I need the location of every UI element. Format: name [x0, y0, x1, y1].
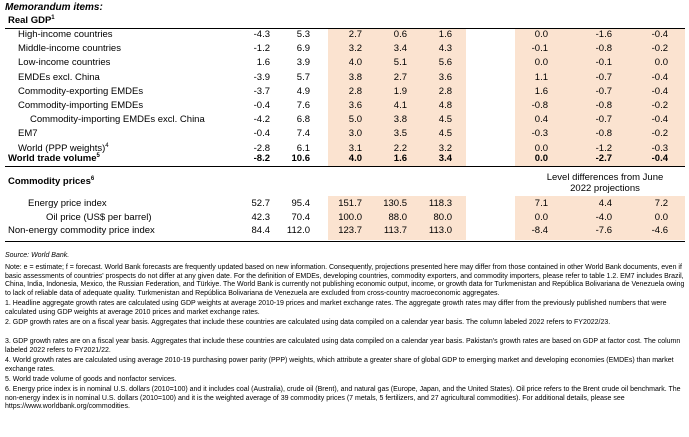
commodity-row-1-value-3: 88.0 — [388, 211, 407, 223]
trade-rule — [5, 166, 685, 167]
commodity-row-2-value-1: 112.0 — [286, 225, 310, 236]
gdp-row-3-value-2: 3.8 — [348, 71, 362, 83]
diff-header: Level differences from June 2022 projections — [546, 172, 664, 194]
commodity-row-1-label: Oil price (US$ per barrel) — [46, 211, 152, 223]
gdp-row-4-diff-2: -0.4 — [651, 85, 668, 97]
gdp-row-7-diff-1: -0.8 — [595, 128, 612, 140]
real-gdp-label: Real GDP$^1$ — [8, 14, 55, 26]
footnote-1: 1. Headline aggregate growth rates are calculated using GDP weights at average 2010-19 prices and market exchange rates. The aggregate growth rates may differ from the previously published numbers that were calculated using GDP weights at average 2010 prices and market exchange rates. — [5, 300, 667, 316]
footnote-6: 6. Energy price index is in nominal U.S. dollars (2010=100) and it includes coal (Australia), crude oil (Brent), and natural gas (Europe, Japan, and the United States). Oil price refers to the Brent crude oil benchmark. The non-energy index is in nominal U.S. dollars (2010=100) and it is the weighted average of 39 commodity prices (7 metals, 5 fertilizers, and 27 agricultural commodities). For additional details, please see https://www.worldbank.org/commodities. — [5, 386, 681, 411]
gdp-row-0-value-3: 0.6 — [393, 29, 407, 40]
gdp-row-3-value-4: 3.6 — [438, 71, 452, 83]
gdp-row-1-diff-0: -0.1 — [531, 43, 548, 55]
gdp-row-4-value-3: 1.9 — [393, 85, 407, 97]
gdp-row-4-label: Commodity-exporting EMDEs — [18, 85, 144, 97]
gdp-row-4-value-2: 2.8 — [348, 85, 362, 97]
commodity-row-0-label: Energy price index — [28, 198, 107, 209]
footnote-2: 2. GDP growth rates are on a fiscal year basis. Aggregates that include these countries are calculated using data compiled on a calendar year basis. The column labeled 2022 refers to FY2022/23. — [5, 319, 611, 326]
commodity-row-2-diff-1: -7.6 — [595, 225, 612, 236]
gdp-row-2-value-2: 4.0 — [348, 57, 362, 69]
commodity-row-1-diff-1: -4.0 — [595, 211, 612, 223]
commodity-row-0-diff-2: 7.2 — [654, 198, 668, 209]
gdp-row-2-value-3: 5.1 — [393, 57, 407, 69]
commodity-row-0-value-0: 52.7 — [251, 198, 270, 209]
gdp-row-1-value-1: 6.9 — [296, 43, 310, 55]
gdp-row-7-value-0: -0.4 — [253, 128, 270, 140]
gdp-row-2-value-1: 3.9 — [296, 57, 310, 69]
commodity-row-1-value-1: 70.4 — [291, 211, 310, 223]
gdp-row-0-diff-0: 0.0 — [534, 29, 548, 40]
gdp-row-8-label: World (PPP weights)$^4$ — [18, 142, 109, 154]
world-trade-row-value-2: 4.0 — [348, 153, 362, 164]
gdp-row-7-label: EM7 — [18, 128, 38, 140]
gdp-row-0-diff-2: -0.4 — [651, 29, 668, 40]
gdp-row-7-value-2: 3.0 — [348, 128, 362, 140]
gdp-row-7-diff-2: -0.2 — [651, 128, 668, 140]
world-trade-row-value-4: 3.4 — [438, 153, 452, 164]
world-trade-row-diff-0: 0.0 — [534, 153, 548, 164]
gdp-row-2-diff-2: 0.0 — [654, 57, 668, 69]
gdp-row-0-diff-1: -1.6 — [595, 29, 612, 40]
gdp-row-3-label: EMDEs excl. China — [18, 71, 100, 83]
gdp-row-0-value-0: -4.3 — [253, 29, 270, 40]
commodity-row-2-diff-2: -4.6 — [651, 225, 668, 236]
gdp-row-2-diff-1: -0.1 — [595, 57, 612, 69]
gdp-row-1-value-4: 4.3 — [438, 43, 452, 55]
gdp-row-3-value-3: 2.7 — [393, 71, 407, 83]
gdp-row-3-value-0: -3.9 — [253, 71, 270, 83]
bottom-rule — [5, 241, 685, 242]
world-trade-row-diff-1: -2.7 — [595, 153, 612, 164]
commodity-row-1-diff-0: 0.0 — [534, 211, 548, 223]
gdp-row-6-diff-1: -0.7 — [595, 114, 612, 126]
gdp-row-7-value-1: 7.4 — [296, 128, 310, 140]
gdp-row-8-value-3: 2.2 — [393, 142, 407, 154]
gdp-row-6-diff-2: -0.4 — [651, 114, 668, 126]
footnote-3: 3. GDP growth rates are on a fiscal year basis. Aggregates that include these countries are calculated using data compiled on a calendar year basis. Pakistan's growth rates are based on GDP at factor cost. The column labeled 2022 refers to FY2021/22. — [5, 338, 681, 354]
gdp-row-7-value-4: 4.5 — [438, 128, 452, 140]
gdp-row-5-value-3: 4.1 — [393, 100, 407, 111]
gdp-row-4-value-4: 2.8 — [438, 85, 452, 97]
commodity-label: Commodity prices$^6$ — [8, 175, 95, 187]
gdp-row-4-value-0: -3.7 — [253, 85, 270, 97]
gdp-row-2-label: Low-income countries — [18, 57, 111, 69]
gdp-row-1-label: Middle-income countries — [18, 43, 121, 55]
gdp-row-8-diff-2: -0.3 — [651, 142, 668, 154]
gdp-row-1-diff-2: -0.2 — [651, 43, 668, 55]
footnote-5: 5. World trade volume of goods and nonfactor services. — [5, 376, 177, 383]
footnote-4: 4. World growth rates are calculated using average 2010-19 purchasing power parity (PPP) weights, which attribute a greater share of global GDP to emerging market and developing economies (EMDEs) than market exchange rates. — [5, 357, 674, 373]
gdp-row-2-value-4: 5.6 — [438, 57, 452, 69]
gdp-row-7-diff-0: -0.3 — [531, 128, 548, 140]
source-note: Source: World Bank. — [5, 252, 70, 259]
gdp-row-1-value-0: -1.2 — [253, 43, 270, 55]
gdp-row-4-diff-0: 1.6 — [534, 85, 548, 97]
commodity-row-1-value-2: 100.0 — [338, 211, 362, 223]
gdp-row-5-value-0: -0.4 — [253, 100, 270, 111]
gdp-row-4-diff-1: -0.7 — [595, 85, 612, 97]
gdp-row-3-diff-1: -0.7 — [595, 71, 612, 83]
gdp-row-0-value-4: 1.6 — [438, 29, 452, 40]
gdp-row-0-value-1: 5.3 — [296, 29, 310, 40]
gdp-row-3-value-1: 5.7 — [296, 71, 310, 83]
gdp-row-6-diff-0: 0.4 — [534, 114, 548, 126]
gdp-row-5-diff-2: -0.2 — [651, 100, 668, 111]
gdp-row-8-value-2: 3.1 — [348, 142, 362, 154]
commodity-row-2-value-4: 113.0 — [428, 225, 452, 236]
gdp-row-5-value-4: 4.8 — [438, 100, 452, 111]
commodity-row-0-value-2: 151.7 — [338, 198, 362, 209]
gdp-row-6-value-2: 5.0 — [348, 114, 362, 126]
commodity-row-1-diff-2: 0.0 — [654, 211, 668, 223]
gdp-row-3-diff-0: 1.1 — [534, 71, 548, 83]
commodity-row-0-value-3: 130.5 — [383, 198, 407, 209]
gdp-row-8-diff-0: 0.0 — [534, 142, 548, 154]
gdp-row-2-value-0: 1.6 — [256, 57, 270, 69]
commodity-row-2-value-3: 113.7 — [383, 225, 407, 236]
gdp-row-6-value-4: 4.5 — [438, 114, 452, 126]
gdp-row-8-value-1: 6.1 — [296, 142, 310, 154]
gdp-row-8-value-0: -2.8 — [253, 142, 270, 154]
commodity-row-2-diff-0: -8.4 — [531, 225, 548, 236]
world-trade-row-value-0: -8.2 — [253, 153, 270, 164]
gdp-row-1-value-3: 3.4 — [393, 43, 407, 55]
world-trade-row-value-3: 1.6 — [393, 153, 407, 164]
gdp-row-7-value-3: 3.5 — [393, 128, 407, 140]
gdp-row-2-diff-0: 0.0 — [534, 57, 548, 69]
gdp-row-5-label: Commodity-importing EMDEs — [18, 100, 144, 111]
commodity-row-1-value-0: 42.3 — [251, 211, 270, 223]
gdp-row-5-diff-0: -0.8 — [531, 100, 548, 111]
commodity-row-0-value-1: 95.4 — [291, 198, 310, 209]
gdp-row-1-value-2: 3.2 — [348, 43, 362, 55]
gdp-row-5-diff-1: -0.8 — [595, 100, 612, 111]
world-trade-row-value-1: 10.6 — [291, 153, 310, 164]
commodity-row-0-value-4: 118.3 — [428, 198, 452, 209]
commodity-row-2-value-0: 84.4 — [251, 225, 270, 236]
commodity-row-2-value-2: 123.7 — [338, 225, 362, 236]
general-note: Note: e = estimate; f = forecast. World Bank forecasts are frequently updated based on new information. Consequently, projections presented here may differ from those contained in other World Bank documents, even if basic assessments of countries' prospects do not differ at any given date. For the definition of EMDEs, developing countries, commodity exporters, and commodity importers, please refer to table 1.2. EM7 includes Brazil, China, India, Indonesia, Mexico, the Russian Federation, and Türkiye. The World Bank is currently not publishing economic output, income, or growth data for Turkmenistan and República Bolivariana de Venezuela owing to lack of reliable data of adequate quality. Turkmenistan and República Bolivariana de Venezuela are excluded from cross-country macroeconomic aggregates. — [5, 264, 685, 297]
gdp-row-8-diff-1: -1.2 — [595, 142, 612, 154]
world-trade-row-label: World trade volume$^5$ — [8, 152, 100, 164]
commodity-row-0-diff-1: 4.4 — [598, 198, 612, 209]
gdp-row-5-value-1: 7.6 — [296, 100, 310, 111]
gdp-row-6-value-3: 3.8 — [393, 114, 407, 126]
section-title: Memorandum items: — [5, 2, 103, 13]
gdp-row-0-label: High-income countries — [18, 29, 113, 40]
world-trade-row-diff-2: -0.4 — [651, 153, 668, 164]
commodity-row-2-label: Non-energy commodity price index — [8, 225, 155, 236]
gdp-row-1-diff-1: -0.8 — [595, 43, 612, 55]
gdp-row-4-value-1: 4.9 — [296, 85, 310, 97]
commodity-row-1-value-4: 80.0 — [433, 211, 452, 223]
gdp-row-0-value-2: 2.7 — [348, 29, 362, 40]
gdp-row-8-value-4: 3.2 — [438, 142, 452, 154]
gdp-row-5-value-2: 3.6 — [348, 100, 362, 111]
gdp-row-6-value-0: -4.2 — [253, 114, 270, 126]
commodity-row-0-diff-0: 7.1 — [534, 198, 548, 209]
gdp-row-6-value-1: 6.8 — [296, 114, 310, 126]
gdp-row-6-label: Commodity-importing EMDEs excl. China — [30, 114, 205, 126]
gdp-row-3-diff-2: -0.4 — [651, 71, 668, 83]
